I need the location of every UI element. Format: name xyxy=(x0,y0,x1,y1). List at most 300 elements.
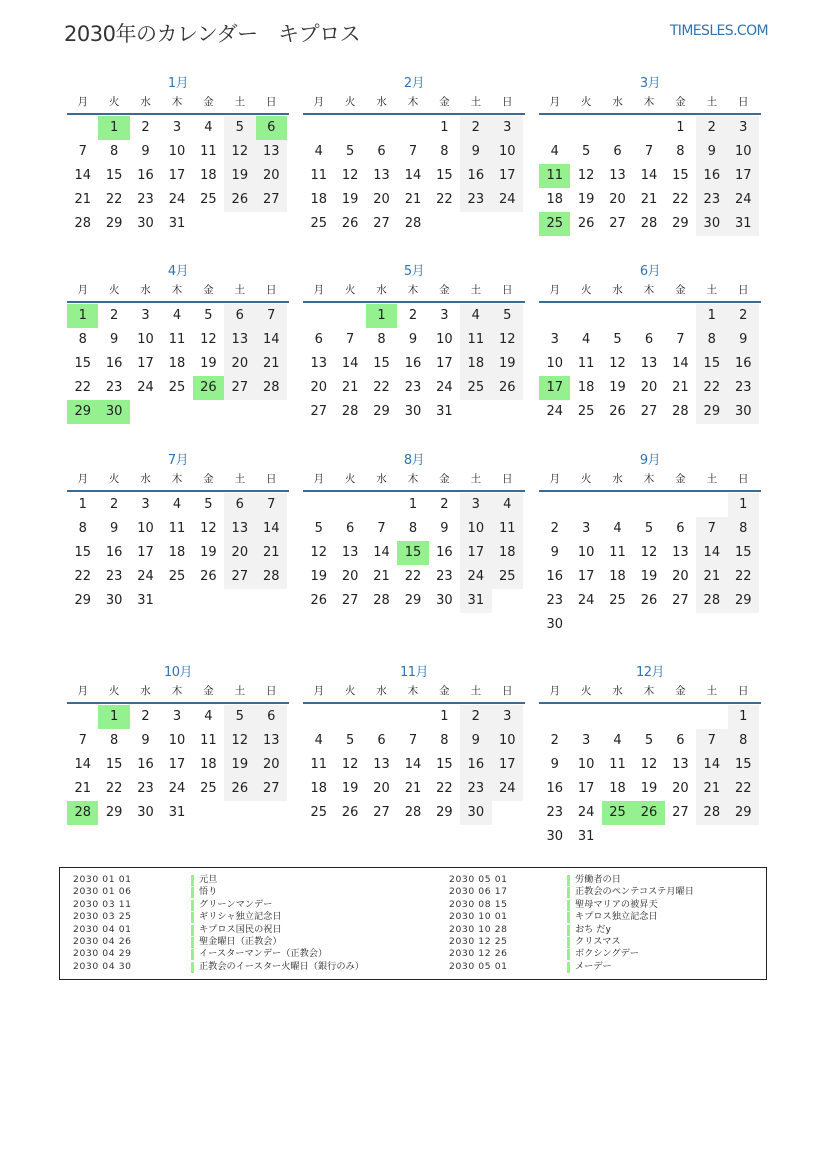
holiday-day-cell: 28 xyxy=(67,801,98,825)
day-cell: 8 xyxy=(696,328,727,352)
day-cell: 24 xyxy=(168,192,186,207)
holiday-name: 悟り xyxy=(199,886,218,898)
empty-cell xyxy=(67,705,98,729)
day-cell: 2 xyxy=(460,705,491,729)
day-cell: 29 xyxy=(672,216,689,231)
day-cell: 18 xyxy=(609,569,626,584)
holiday-name: クリスマス xyxy=(575,935,621,947)
holiday-date: 2030 04 01 xyxy=(73,923,132,935)
day-cell: 24 xyxy=(577,805,595,820)
weekday-label: 火 xyxy=(108,473,120,485)
day-cell: 13 xyxy=(256,140,287,164)
day-cell: 8 xyxy=(78,332,87,347)
empty-cell xyxy=(303,705,334,729)
day-cell: 1 xyxy=(408,497,418,512)
holiday-list xyxy=(59,867,767,980)
empty-cell xyxy=(633,705,664,729)
day-cell: 30 xyxy=(105,593,123,608)
day-cell: 12 xyxy=(577,168,595,183)
day-cell: 5 xyxy=(613,332,622,347)
holiday-day-cell: 26 xyxy=(633,801,664,825)
day-cell: 12 xyxy=(224,140,255,164)
day-cell: 20 xyxy=(373,781,390,796)
empty-cell xyxy=(570,493,601,517)
day-cell: 5 xyxy=(224,116,255,140)
weekday-label: 土 xyxy=(706,685,718,697)
holiday-name: 正教会のイースター火曜日（銀行のみ） xyxy=(199,960,364,972)
day-cell: 6 xyxy=(314,332,323,347)
day-cell: 3 xyxy=(460,493,491,517)
day-cell: 28 xyxy=(341,404,359,419)
day-grid xyxy=(303,493,525,613)
day-cell: 11 xyxy=(310,168,327,183)
holiday-marker xyxy=(191,900,194,911)
day-cell: 13 xyxy=(256,729,287,753)
day-cell: 24 xyxy=(436,380,453,395)
day-cell: 14 xyxy=(696,753,727,777)
day-cell: 15 xyxy=(105,168,123,183)
weekday-label: 月 xyxy=(313,473,324,485)
month-block xyxy=(539,663,761,849)
empty-cell xyxy=(602,116,633,140)
day-cell: 10 xyxy=(460,517,491,541)
empty-cell xyxy=(366,705,397,729)
day-cell: 20 xyxy=(373,192,390,207)
day-cell: 2 xyxy=(141,709,150,724)
empty-cell xyxy=(696,493,727,517)
day-cell: 31 xyxy=(168,805,186,820)
day-cell: 26 xyxy=(310,593,327,608)
day-cell: 9 xyxy=(460,140,491,164)
day-cell: 9 xyxy=(408,332,418,347)
weekday-label: 金 xyxy=(675,473,686,485)
day-cell: 10 xyxy=(436,332,453,347)
day-grid xyxy=(539,493,761,637)
holiday-marker xyxy=(191,912,194,923)
day-cell: 12 xyxy=(640,757,658,772)
day-cell: 9 xyxy=(696,140,727,164)
day-cell: 12 xyxy=(609,356,626,371)
brand-logo-text[interactable]: TIMESLES.COM xyxy=(669,23,768,39)
day-cell: 19 xyxy=(224,753,255,777)
day-cell: 14 xyxy=(373,545,390,560)
day-cell: 3 xyxy=(172,709,182,724)
day-cell: 22 xyxy=(74,569,91,584)
holiday-marker xyxy=(191,925,194,936)
empty-cell xyxy=(303,116,334,140)
weekday-label: 木 xyxy=(171,96,183,108)
day-cell: 23 xyxy=(105,380,123,395)
day-cell: 26 xyxy=(224,777,255,801)
weekday-header xyxy=(303,470,525,492)
day-cell: 23 xyxy=(460,777,491,801)
holiday-day-cell: 29 xyxy=(67,400,98,424)
day-cell: 3 xyxy=(550,332,559,347)
weekday-label: 土 xyxy=(706,473,718,485)
day-cell: 4 xyxy=(613,521,622,536)
empty-cell xyxy=(303,304,334,328)
weekday-header xyxy=(67,682,289,704)
day-cell: 9 xyxy=(460,729,491,753)
day-cell: 17 xyxy=(728,164,759,188)
day-cell: 27 xyxy=(256,777,287,801)
day-cell: 5 xyxy=(581,144,591,159)
day-cell: 27 xyxy=(672,593,689,608)
empty-cell xyxy=(397,116,428,140)
day-cell: 14 xyxy=(696,541,727,565)
holiday-marker xyxy=(191,875,194,886)
day-grid xyxy=(539,116,761,236)
empty-cell xyxy=(539,116,570,140)
day-cell: 31 xyxy=(577,829,595,844)
day-cell: 31 xyxy=(168,216,186,231)
day-cell: 16 xyxy=(696,164,727,188)
day-cell: 14 xyxy=(256,328,287,352)
holiday-name: おち だy xyxy=(575,923,611,935)
day-cell: 7 xyxy=(696,517,727,541)
holiday-day-cell: 17 xyxy=(539,376,570,400)
day-cell: 28 xyxy=(256,565,287,589)
day-cell: 22 xyxy=(105,781,123,796)
holiday-marker xyxy=(567,887,570,898)
day-cell: 7 xyxy=(644,144,654,159)
day-cell: 21 xyxy=(256,352,287,376)
day-cell: 21 xyxy=(341,380,359,395)
day-cell: 25 xyxy=(168,380,186,395)
weekday-label: 木 xyxy=(171,473,183,485)
weekday-label: 月 xyxy=(549,284,560,296)
day-cell: 15 xyxy=(696,352,727,376)
day-cell: 14 xyxy=(640,168,658,183)
day-cell: 11 xyxy=(609,757,626,772)
holiday-day-cell: 1 xyxy=(98,705,129,729)
day-cell: 2 xyxy=(696,116,727,140)
day-cell: 6 xyxy=(224,493,255,517)
holiday-date: 2030 05 01 xyxy=(449,960,508,972)
day-grid xyxy=(67,304,289,424)
holiday-name: ギリシャ独立記念日 xyxy=(199,911,282,923)
weekday-label: 火 xyxy=(580,96,592,108)
empty-cell xyxy=(334,705,365,729)
empty-cell xyxy=(539,705,570,729)
day-cell: 28 xyxy=(404,216,422,231)
holiday-date: 2030 12 25 xyxy=(449,935,508,947)
day-cell: 7 xyxy=(78,733,87,748)
weekday-label: 土 xyxy=(470,284,482,296)
weekday-label: 火 xyxy=(344,96,356,108)
holiday-name: キプロス国民の祝日 xyxy=(199,923,282,935)
day-cell: 29 xyxy=(728,589,759,613)
holiday-name: イースターマンデー（正教会） xyxy=(199,948,328,960)
day-cell: 18 xyxy=(460,352,491,376)
weekday-label: 木 xyxy=(171,284,183,296)
day-cell: 28 xyxy=(640,216,658,231)
day-grid xyxy=(303,304,525,424)
month-name: 6月 xyxy=(639,264,661,279)
day-cell: 21 xyxy=(74,781,91,796)
weekday-label: 月 xyxy=(77,685,88,697)
day-cell: 29 xyxy=(74,593,91,608)
weekday-label: 水 xyxy=(376,284,387,296)
holiday-date: 2030 03 11 xyxy=(73,898,132,910)
holiday-day-cell: 25 xyxy=(602,801,633,825)
day-cell: 23 xyxy=(546,805,563,820)
month-block xyxy=(303,451,525,613)
weekday-label: 木 xyxy=(407,473,419,485)
day-cell: 24 xyxy=(728,188,759,212)
day-cell: 13 xyxy=(224,517,255,541)
day-cell: 4 xyxy=(460,304,491,328)
weekday-label: 月 xyxy=(313,284,324,296)
day-cell: 10 xyxy=(137,332,154,347)
day-cell: 9 xyxy=(728,328,759,352)
day-cell: 14 xyxy=(672,356,689,371)
day-cell: 8 xyxy=(109,144,119,159)
day-cell: 9 xyxy=(550,545,559,560)
day-cell: 20 xyxy=(224,541,255,565)
day-cell: 3 xyxy=(172,120,182,135)
day-cell: 11 xyxy=(460,328,491,352)
holiday-name: 聖金曜日（正教会） xyxy=(199,935,282,947)
day-cell: 18 xyxy=(200,168,217,183)
day-cell: 24 xyxy=(460,565,491,589)
page-title: 2030年のカレンダー キプロス xyxy=(64,22,361,46)
day-cell: 20 xyxy=(609,192,626,207)
day-cell: 3 xyxy=(440,308,449,323)
day-cell: 7 xyxy=(377,521,386,536)
weekday-label: 木 xyxy=(171,685,183,697)
day-cell: 4 xyxy=(172,497,182,512)
month-block xyxy=(303,74,525,236)
weekday-label: 金 xyxy=(203,685,214,697)
day-cell: 10 xyxy=(492,140,523,164)
day-cell: 25 xyxy=(310,805,327,820)
day-cell: 20 xyxy=(672,569,689,584)
month-block xyxy=(539,262,761,424)
day-cell: 21 xyxy=(404,781,422,796)
weekday-label: 水 xyxy=(140,96,151,108)
weekday-label: 金 xyxy=(203,473,214,485)
day-cell: 21 xyxy=(373,569,390,584)
day-cell: 6 xyxy=(256,705,287,729)
day-cell: 24 xyxy=(577,593,595,608)
empty-cell xyxy=(602,705,633,729)
day-cell: 21 xyxy=(696,777,727,801)
day-cell: 18 xyxy=(492,541,523,565)
weekday-label: 水 xyxy=(376,473,387,485)
day-cell: 7 xyxy=(676,332,685,347)
day-cell: 12 xyxy=(200,332,217,347)
weekday-header xyxy=(67,281,289,303)
weekday-header xyxy=(539,470,761,492)
holiday-date: 2030 04 26 xyxy=(73,935,132,947)
weekday-header xyxy=(539,281,761,303)
day-cell: 3 xyxy=(581,521,591,536)
day-cell: 27 xyxy=(224,376,255,400)
day-cell: 8 xyxy=(377,332,386,347)
day-grid xyxy=(303,705,525,825)
day-cell: 7 xyxy=(256,304,287,328)
day-cell: 7 xyxy=(345,332,355,347)
month-name: 12月 xyxy=(635,665,665,680)
day-cell: 13 xyxy=(672,757,689,772)
day-cell: 27 xyxy=(310,404,327,419)
weekday-label: 金 xyxy=(439,96,450,108)
weekday-label: 日 xyxy=(737,96,749,108)
day-cell: 15 xyxy=(74,356,91,371)
day-cell: 16 xyxy=(436,545,453,560)
day-cell: 8 xyxy=(78,521,87,536)
day-cell: 11 xyxy=(168,332,186,347)
empty-cell xyxy=(570,705,601,729)
day-grid xyxy=(539,304,761,424)
day-cell: 1 xyxy=(676,120,685,135)
day-cell: 16 xyxy=(546,781,563,796)
day-cell: 4 xyxy=(581,332,591,347)
month-name: 4月 xyxy=(167,264,189,279)
day-cell: 4 xyxy=(613,733,622,748)
weekday-label: 日 xyxy=(265,284,277,296)
weekday-label: 日 xyxy=(265,96,277,108)
day-cell: 18 xyxy=(310,192,327,207)
day-cell: 16 xyxy=(105,356,123,371)
weekday-label: 水 xyxy=(612,96,623,108)
holiday-name: キプロス独立記念日 xyxy=(575,911,658,923)
weekday-label: 土 xyxy=(234,96,246,108)
day-cell: 10 xyxy=(137,521,154,536)
day-cell: 28 xyxy=(404,805,422,820)
day-cell: 27 xyxy=(224,565,255,589)
day-cell: 14 xyxy=(404,168,422,183)
day-cell: 29 xyxy=(105,805,123,820)
day-cell: 23 xyxy=(728,376,759,400)
day-cell: 22 xyxy=(404,569,422,584)
weekday-label: 火 xyxy=(344,284,356,296)
day-cell: 24 xyxy=(492,777,523,801)
day-cell: 19 xyxy=(341,781,359,796)
day-cell: 5 xyxy=(204,497,213,512)
weekday-label: 木 xyxy=(643,473,655,485)
day-grid xyxy=(67,493,289,613)
weekday-label: 月 xyxy=(77,284,88,296)
weekday-label: 木 xyxy=(643,284,655,296)
day-cell: 28 xyxy=(256,376,287,400)
day-cell: 9 xyxy=(109,332,119,347)
day-cell: 22 xyxy=(728,777,759,801)
day-cell: 5 xyxy=(204,308,213,323)
day-cell: 6 xyxy=(345,521,355,536)
day-cell: 6 xyxy=(676,733,685,748)
day-cell: 23 xyxy=(696,188,727,212)
day-cell: 15 xyxy=(728,541,759,565)
day-cell: 6 xyxy=(676,521,685,536)
day-cell: 15 xyxy=(436,757,453,772)
day-cell: 26 xyxy=(640,593,658,608)
weekday-header xyxy=(67,93,289,115)
day-cell: 5 xyxy=(314,521,323,536)
holiday-marker xyxy=(191,937,194,948)
weekday-label: 日 xyxy=(265,473,277,485)
day-cell: 13 xyxy=(609,168,626,183)
day-cell: 26 xyxy=(224,188,255,212)
day-cell: 19 xyxy=(200,356,217,371)
day-cell: 18 xyxy=(546,192,563,207)
month-block xyxy=(303,663,525,825)
weekday-label: 月 xyxy=(77,96,88,108)
weekday-label: 木 xyxy=(407,284,419,296)
day-cell: 17 xyxy=(137,356,154,371)
day-cell: 31 xyxy=(436,404,453,419)
holiday-marker xyxy=(567,937,570,948)
day-cell: 18 xyxy=(168,356,186,371)
day-cell: 10 xyxy=(577,757,595,772)
day-cell: 27 xyxy=(341,593,359,608)
day-cell: 30 xyxy=(546,617,563,632)
day-cell: 2 xyxy=(408,308,418,323)
day-cell: 4 xyxy=(314,733,323,748)
weekday-label: 木 xyxy=(407,685,419,697)
day-cell: 1 xyxy=(728,493,759,517)
day-cell: 9 xyxy=(141,144,150,159)
day-cell: 22 xyxy=(436,192,453,207)
holiday-name: メーデー xyxy=(575,960,612,972)
day-cell: 27 xyxy=(373,805,390,820)
day-cell: 26 xyxy=(200,569,217,584)
weekday-label: 月 xyxy=(549,473,560,485)
weekday-label: 金 xyxy=(203,284,214,296)
day-cell: 22 xyxy=(373,380,390,395)
day-cell: 12 xyxy=(200,521,217,536)
day-cell: 16 xyxy=(404,356,422,371)
day-cell: 21 xyxy=(696,565,727,589)
weekday-label: 土 xyxy=(234,473,246,485)
day-cell: 17 xyxy=(168,168,186,183)
month-block xyxy=(539,451,761,637)
weekday-label: 土 xyxy=(706,96,718,108)
day-cell: 9 xyxy=(550,757,559,772)
day-cell: 6 xyxy=(377,144,386,159)
day-cell: 25 xyxy=(200,192,217,207)
day-cell: 25 xyxy=(200,781,217,796)
day-cell: 8 xyxy=(440,144,449,159)
weekday-label: 日 xyxy=(501,96,513,108)
day-cell: 28 xyxy=(696,801,727,825)
holiday-date: 2030 01 01 xyxy=(73,874,132,885)
day-cell: 16 xyxy=(460,753,491,777)
day-cell: 29 xyxy=(404,593,422,608)
day-cell: 16 xyxy=(460,164,491,188)
day-cell: 3 xyxy=(728,116,759,140)
day-cell: 17 xyxy=(137,545,154,560)
weekday-label: 水 xyxy=(376,685,387,697)
day-cell: 19 xyxy=(577,192,595,207)
day-cell: 23 xyxy=(137,192,154,207)
day-cell: 17 xyxy=(168,757,186,772)
day-cell: 5 xyxy=(644,521,654,536)
day-cell: 24 xyxy=(137,380,154,395)
day-cell: 6 xyxy=(644,332,654,347)
weekday-label: 水 xyxy=(140,284,151,296)
weekday-header xyxy=(539,682,761,704)
day-cell: 7 xyxy=(78,144,87,159)
day-cell: 20 xyxy=(256,164,287,188)
day-cell: 3 xyxy=(492,116,523,140)
month-block xyxy=(67,451,289,613)
empty-cell xyxy=(633,304,664,328)
day-cell: 9 xyxy=(440,521,449,536)
weekday-label: 日 xyxy=(501,284,513,296)
day-cell: 17 xyxy=(436,356,453,371)
